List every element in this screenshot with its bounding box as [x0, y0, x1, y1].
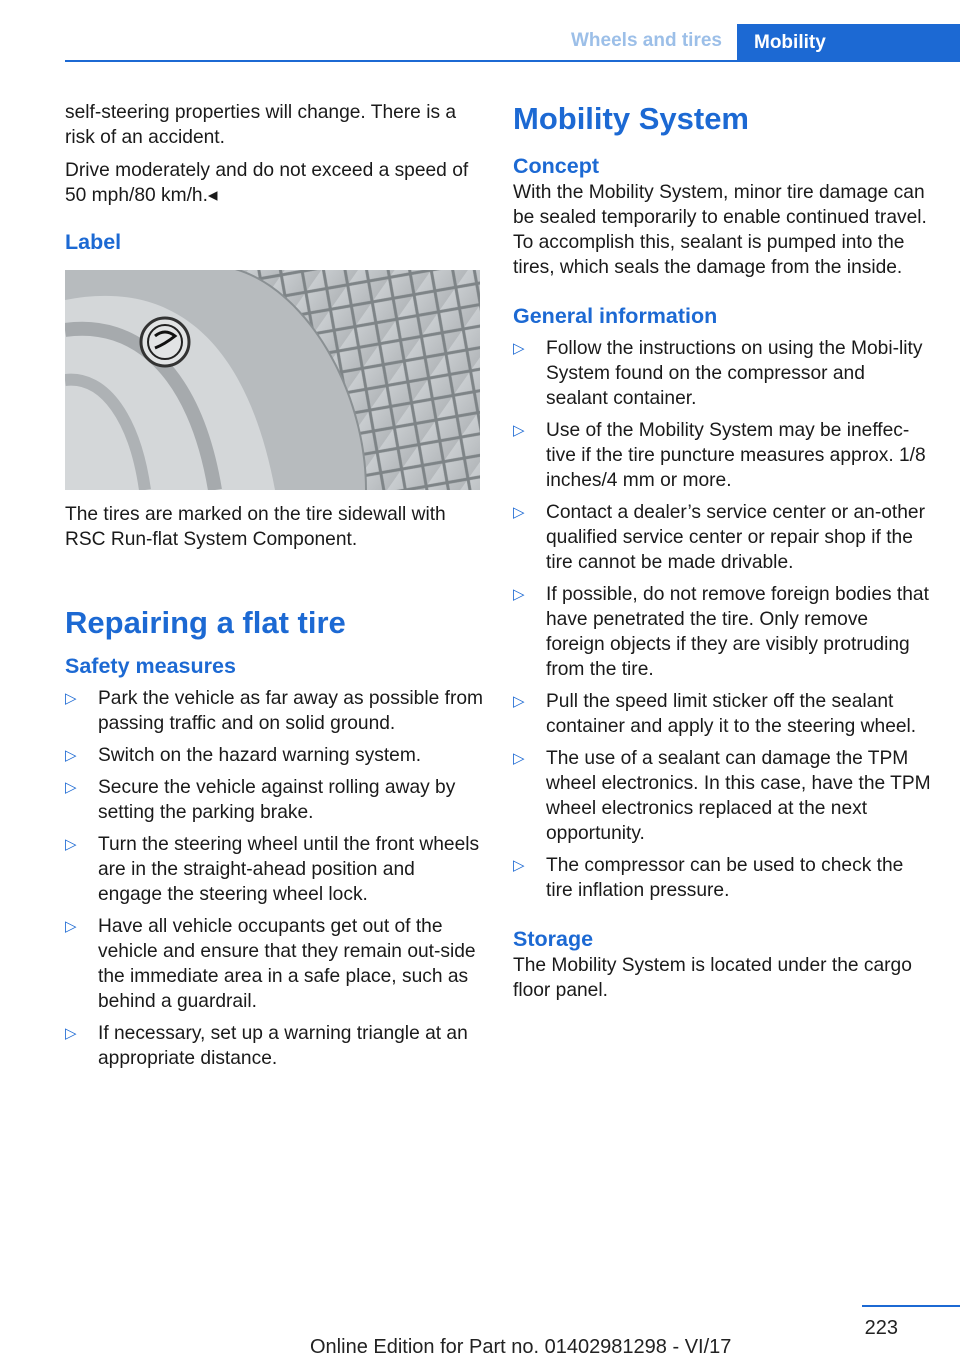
storage-text: The Mobility System is located under the cargo floor panel.: [513, 955, 912, 1001]
triangle-right-icon: ▷: [513, 421, 525, 439]
list-item: ▷ Switch on the hazard warning system.: [65, 745, 422, 766]
list-item: ▷ The compressor can be used to check the tire inflation pressure.: [513, 855, 904, 901]
mobility-heading: Mobility System: [513, 101, 749, 136]
triangle-right-icon: ▷: [65, 917, 77, 935]
list-item: ▷ Pull the speed limit sticker off the sealant container and apply it to the steering wheel.: [513, 691, 917, 737]
label-heading: Label: [65, 230, 122, 254]
paragraph: self-steering properties will change. There is a risk of an accident.: [65, 102, 457, 148]
triangle-right-icon: ▷: [513, 856, 525, 874]
list-item: ▷ Park the vehicle as far away as possible from passing traffic and on solid ground.: [65, 688, 483, 734]
safety-heading: Safety measures: [65, 654, 236, 678]
list-item: ▷ Secure the vehicle against rolling away by setting the parking brake.: [65, 777, 456, 823]
list-item: ▷ Have all vehicle occupants get out of the vehicle and ensure that they remain out-side the immediate area in a safe place, such as behind a guardrail.: [65, 916, 476, 1012]
list-item: ▷ The use of a sealant can damage the TPM wheel electronics. In this case, have the TPM wheel electronics replaced at the next opportunity.: [513, 748, 931, 844]
general-info-list: [513, 336, 931, 903]
header-chapter-tab: Mobility: [737, 24, 960, 62]
concept-text: With the Mobility System, minor tire damage can be sealed temporarily to enable continued travel. To accomplish this, sealant is pumped into the tires, which seals the damage from the inside.: [513, 182, 927, 278]
triangle-right-icon: ▷: [513, 692, 525, 710]
triangle-right-icon: ▷: [513, 503, 525, 521]
list-item: ▷ Turn the steering wheel until the front wheels are in the straight-ahead position and engage the steering wheel lock.: [65, 834, 480, 905]
triangle-right-icon: ▷: [65, 746, 77, 764]
general-info-heading: General information: [513, 304, 718, 328]
list-item: ▷ If possible, do not remove foreign bodies that have penetrated the tire. Only remove foreign objects if they are visibly protruding from the tire.: [513, 584, 929, 680]
storage-heading: Storage: [513, 927, 594, 951]
right-column: [513, 100, 931, 1011]
left-column: [65, 100, 483, 1078]
list-item: ▷ Use of the Mobility System may be ineffec-tive if the tire puncture measures approx. 1/8 inches/4 mm or more.: [513, 420, 926, 491]
list-item: ▷ If necessary, set up a warning triangle at an appropriate distance.: [65, 1023, 468, 1069]
header-rule: [65, 60, 960, 62]
list-item: ▷ Contact a dealer’s service center or an-other qualified service center or repair shop if the tire cannot be made drivable.: [513, 502, 925, 573]
page-number: 223: [864, 1317, 898, 1339]
header-section-title: Wheels and tires: [571, 30, 722, 51]
edition-footer: Online Edition for Part no. 01402981298 - VI/17: [310, 1336, 732, 1358]
triangle-right-icon: ▷: [513, 585, 525, 603]
triangle-right-icon: ▷: [65, 689, 77, 707]
safety-list: [65, 686, 483, 1071]
concept-heading: Concept: [513, 154, 599, 178]
list-item: ▷ Follow the instructions on using the Mobi-lity System found on the compressor and sealant container.: [513, 338, 923, 409]
triangle-right-icon: ▷: [65, 1024, 77, 1042]
footer-rule: [862, 1305, 960, 1307]
paragraph: Drive moderately and do not exceed a speed of 50 mph/80 km/h.◂: [65, 160, 469, 206]
triangle-right-icon: ▷: [65, 835, 77, 853]
triangle-right-icon: ▷: [65, 778, 77, 796]
tire-sidewall-photo: [65, 270, 480, 490]
image-caption: The tires are marked on the tire sidewall with RSC Run-flat System Component.: [65, 504, 446, 550]
repair-heading: Repairing a flat tire: [65, 605, 346, 640]
triangle-right-icon: ▷: [513, 749, 525, 767]
triangle-right-icon: ▷: [513, 339, 525, 357]
